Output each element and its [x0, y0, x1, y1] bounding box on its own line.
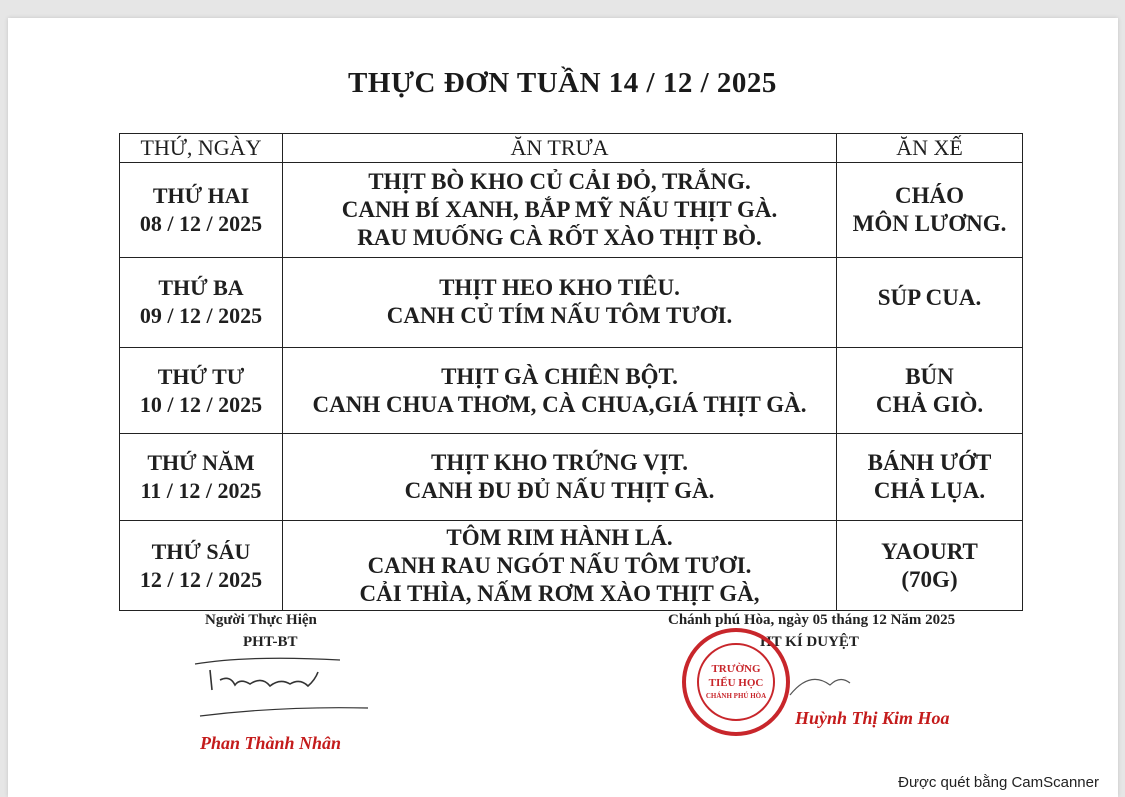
lunch-item: CANH CỦ TÍM NẤU TÔM TƯƠI.	[386, 303, 733, 329]
stamp-line: TRƯỜNG	[711, 663, 761, 675]
lunch-cell	[283, 434, 837, 521]
lunch-item: THỊT HEO KHO TIÊU.	[439, 275, 680, 301]
lunch-item: CẢI THÌA, NẤM RƠM XÀO THỊT GÀ,	[359, 580, 760, 606]
day-cell	[120, 347, 283, 434]
snack-cell	[837, 347, 1023, 434]
lunch-item: CANH ĐU ĐỦ NẤU THỊT GÀ.	[404, 478, 715, 504]
snack-cell	[837, 163, 1023, 258]
snack-item: BÁNH ƯỚT	[867, 450, 992, 476]
table-row	[120, 347, 1023, 434]
preparer-signature	[190, 650, 370, 725]
day-date: 11 / 12 / 2025	[140, 478, 262, 504]
snack-item: CHẢ GIÒ.	[875, 391, 984, 417]
approval-place-date: Chánh phú Hòa, ngày 05 tháng 12 Năm 2025	[668, 612, 956, 628]
snack-item: SÚP CUA.	[877, 285, 982, 311]
snack-item: BÚN	[905, 363, 954, 389]
preparer-role: Người Thực Hiện	[205, 612, 317, 628]
snack-item: MÔN LƯƠNG.	[852, 211, 1007, 237]
day-name: THỨ TƯ	[157, 363, 245, 389]
day-name: THỨ SÁU	[151, 538, 251, 564]
day-cell	[120, 521, 283, 611]
table-row	[120, 521, 1023, 611]
day-date: 10 / 12 / 2025	[139, 391, 263, 417]
menu-title: THỰC ĐƠN TUẦN 14 / 12 / 2025	[348, 67, 777, 99]
day-cell	[120, 163, 283, 258]
approver-role: HT KÍ DUYỆT	[760, 634, 859, 650]
lunch-item: CANH BÍ XANH, BẮP MỸ NẤU THỊT GÀ.	[341, 197, 778, 223]
snack-item: YAOURT	[881, 538, 978, 564]
lunch-item: CANH CHUA THƠM, CÀ CHUA,GIÁ THỊT GÀ.	[312, 391, 807, 417]
lunch-item: RAU MUỐNG CÀ RỐT XÀO THỊT BÒ.	[357, 225, 762, 251]
lunch-cell	[283, 347, 837, 434]
header-day: THỨ, NGÀY	[120, 134, 283, 163]
approver-name: Huỳnh Thị Kim Hoa	[795, 708, 950, 728]
approver-signature	[780, 655, 960, 705]
day-date: 12 / 12 / 2025	[139, 566, 263, 592]
day-date: 09 / 12 / 2025	[139, 303, 263, 329]
table-row	[120, 434, 1023, 521]
stamp-line: TIỂU HỌC	[708, 677, 764, 689]
preparer-name: Phan Thành Nhân	[200, 733, 342, 753]
day-date: 08 / 12 / 2025	[139, 211, 263, 237]
snack-item: (70G)	[901, 566, 958, 592]
day-name: THỨ NĂM	[147, 450, 255, 476]
table-row	[120, 163, 1023, 258]
lunch-item: CANH RAU NGÓT NẤU TÔM TƯƠI.	[367, 552, 752, 578]
weekly-menu-table	[119, 133, 1023, 611]
lunch-item: TÔM RIM HÀNH LÁ.	[446, 524, 673, 550]
snack-cell	[837, 258, 1023, 348]
lunch-item: THỊT GÀ CHIÊN BỘT.	[441, 363, 678, 389]
header-lunch: ĂN TRƯA	[283, 134, 837, 163]
lunch-cell	[283, 258, 837, 348]
day-cell	[120, 258, 283, 348]
lunch-cell	[283, 521, 837, 611]
header-snack: ĂN XẾ	[837, 134, 1023, 163]
lunch-item: THỊT BÒ KHO CỦ CẢI ĐỎ, TRẮNG.	[368, 169, 751, 195]
table-header-row	[120, 134, 1023, 163]
scanner-watermark: Được quét bằng CamScanner	[898, 774, 1099, 791]
snack-item: CHẢ LỤA.	[873, 478, 986, 504]
day-name: THỨ HAI	[152, 183, 250, 209]
table-row	[120, 258, 1023, 348]
day-name: THỨ BA	[158, 275, 244, 301]
snack-item: CHÁO	[895, 183, 964, 209]
preparer-title: PHT-BT	[243, 634, 298, 650]
stamp-line: CHÁNH PHÚ HÒA	[705, 692, 767, 700]
day-cell	[120, 434, 283, 521]
lunch-cell	[283, 163, 837, 258]
lunch-item: THỊT KHO TRỨNG VỊT.	[431, 450, 688, 476]
snack-cell	[837, 521, 1023, 611]
snack-cell	[837, 434, 1023, 521]
school-stamp	[680, 626, 792, 738]
